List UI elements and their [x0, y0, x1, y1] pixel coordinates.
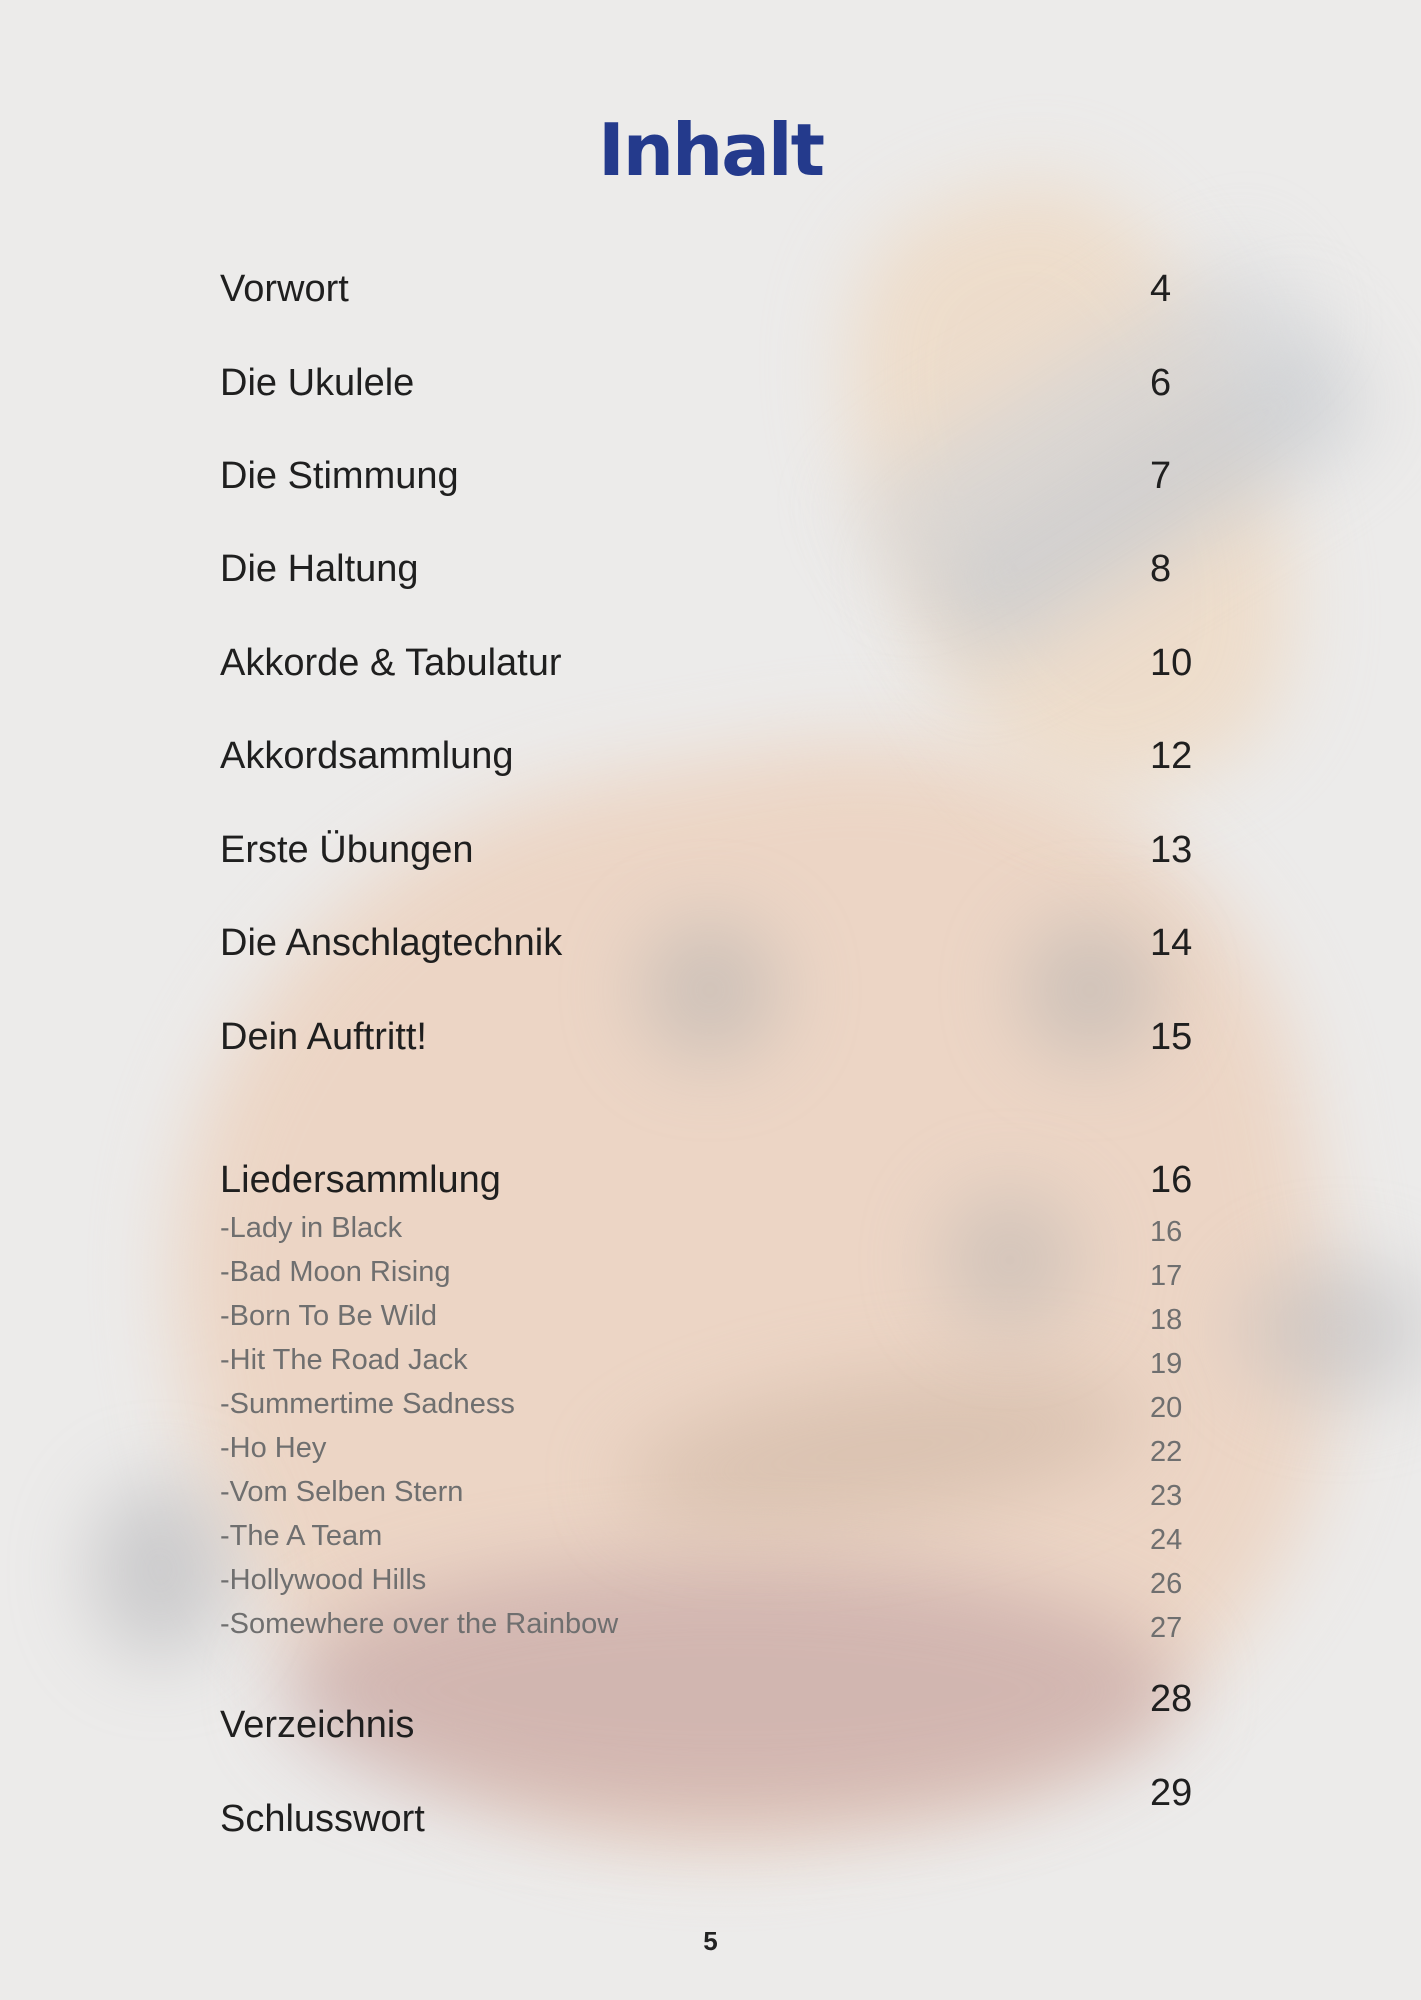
toc-song-entry: [220, 1388, 1200, 1438]
toc-song-label: -The A Team: [220, 1520, 383, 1552]
toc-song-page: 19: [1150, 1348, 1183, 1380]
toc-song-page: 20: [1150, 1392, 1183, 1424]
toc-entry: [220, 268, 1200, 318]
toc-entry-page: 14: [1150, 922, 1193, 964]
toc-entry-label: Die Haltung: [220, 548, 419, 590]
toc-song-entry: [220, 1520, 1200, 1570]
toc-song-label: -Summertime Sadness: [220, 1388, 515, 1420]
toc-entry: [220, 642, 1200, 692]
toc-entry: [220, 1016, 1200, 1066]
toc-song-label: -Hollywood Hills: [220, 1564, 427, 1596]
toc-entry-label: Die Stimmung: [220, 455, 459, 497]
toc-song-label: -Lady in Black: [220, 1212, 403, 1244]
toc-entry-label: Akkordsammlung: [220, 735, 514, 777]
toc-entry: [220, 362, 1200, 412]
toc-entry-label: Akkorde & Tabulatur: [220, 642, 562, 684]
page-title: Inhalt: [598, 108, 823, 192]
toc-song-entry: [220, 1212, 1200, 1262]
toc-entry-page: 12: [1150, 735, 1193, 777]
toc-entry: [220, 548, 1200, 598]
page-number: 5: [703, 1926, 718, 1956]
toc-entry-page: 8: [1150, 548, 1172, 590]
toc-song-page: 27: [1150, 1612, 1183, 1644]
toc-song-entry: [220, 1344, 1200, 1394]
toc-song-label: -Somewhere over the Rainbow: [220, 1608, 619, 1640]
toc-entry-page: 7: [1150, 455, 1172, 497]
toc-song-page: 16: [1150, 1216, 1183, 1248]
toc-song-page: 18: [1150, 1304, 1183, 1336]
toc-entry: [220, 922, 1200, 972]
toc-song-label: -Bad Moon Rising: [220, 1256, 451, 1288]
toc-entry: [220, 1772, 1200, 1840]
toc-song-entry: [220, 1432, 1200, 1482]
toc-entry-label: Die Ukulele: [220, 362, 415, 404]
toc-song-entry: [220, 1300, 1200, 1350]
toc-entry-page: 4: [1150, 268, 1172, 310]
toc-entry-page: 6: [1150, 362, 1172, 404]
toc-entry-label: Die Anschlagtechnik: [220, 922, 563, 964]
toc-song-page: 17: [1150, 1260, 1183, 1292]
toc-song-entry: [220, 1564, 1200, 1614]
toc-entry-label: Schlusswort: [220, 1798, 425, 1840]
toc-song-entry: [220, 1256, 1200, 1306]
toc-entry: [220, 455, 1200, 505]
toc-song-label: -Vom Selben Stern: [220, 1476, 464, 1508]
toc-entry-label: Erste Übungen: [220, 829, 474, 871]
toc-song-page: 26: [1150, 1568, 1183, 1600]
toc-song-page: 24: [1150, 1524, 1183, 1556]
toc-song-entry: [220, 1476, 1200, 1526]
toc-song-entry: [220, 1608, 1200, 1658]
toc-song-page: 23: [1150, 1480, 1183, 1512]
toc-song-label: -Hit The Road Jack: [220, 1344, 468, 1376]
toc-entry-label: Verzeichnis: [220, 1704, 415, 1746]
toc-section-page: 16: [1150, 1159, 1193, 1201]
toc-entry-label: Dein Auftritt!: [220, 1016, 427, 1058]
toc-song-page: 22: [1150, 1436, 1183, 1468]
toc-section-songs: [220, 1159, 1200, 1209]
toc-entry-page: 29: [1150, 1772, 1193, 1814]
toc-section-label: Liedersammlung: [220, 1159, 501, 1201]
toc-song-label: -Born To Be Wild: [220, 1300, 438, 1332]
toc-entry-label: Vorwort: [220, 268, 349, 310]
toc-entry: [220, 1678, 1200, 1746]
toc-song-label: -Ho Hey: [220, 1432, 327, 1464]
toc-entry: [220, 829, 1200, 879]
toc-entry-page: 15: [1150, 1016, 1193, 1058]
toc-entry-page: 28: [1150, 1678, 1193, 1720]
toc-entry: [220, 735, 1200, 785]
toc-entry-page: 10: [1150, 642, 1193, 684]
toc-entry-page: 13: [1150, 829, 1193, 871]
